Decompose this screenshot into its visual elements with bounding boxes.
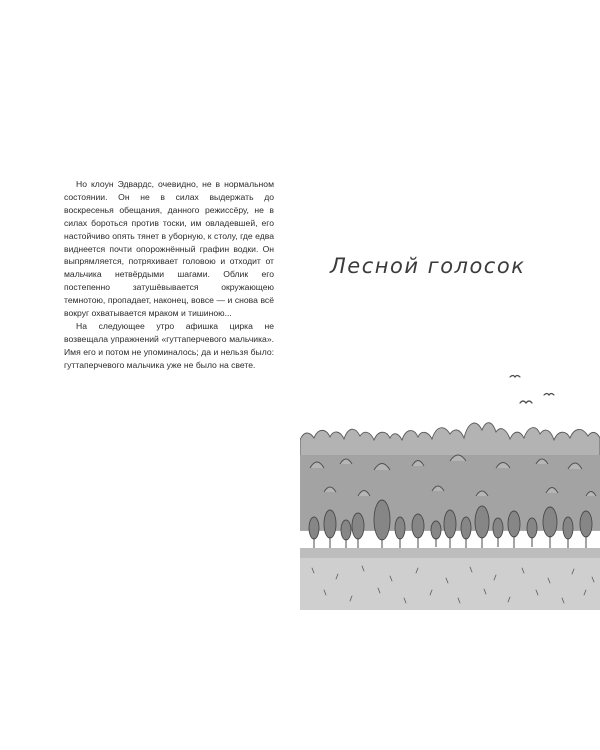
birds-group xyxy=(510,376,554,404)
bird-icon xyxy=(544,394,554,396)
story-paragraph-1: Но клоун Эдвардс, очевидно, не в нормальном состоянии. Он не в силах выдержать до воскресенья обещания, данного режиссёру, не в силах бороться против тоски, им овладевшей, его настойчиво опять тянет в уборную, к столу, где едва виднеется почти опорожнённый графин водки. Он выпрямляется, потряхивает головою и отходит от мальчика нетвёрдыми шагами. Облик его постепенно затушёвывается окружающею темнотою, пропадает, наконец, вовсе — и снова всё вокруг охватывается мраком и тишиною... xyxy=(64,179,274,319)
story-paragraph-2: На следующее утро афишка цирка не возвещала упражнений «гуттаперчевого мальчика». Имя его и потом не упоминалось; да и нельзя было: гуттаперчевого мальчика уже не было на свете. xyxy=(64,320,274,370)
chapter-title: Лесной голосок xyxy=(330,254,526,278)
meadow-shadow xyxy=(300,548,600,558)
bird-icon xyxy=(520,401,532,403)
bird-icon xyxy=(510,376,520,378)
story-text xyxy=(64,178,274,372)
forest-illustration xyxy=(300,360,600,610)
